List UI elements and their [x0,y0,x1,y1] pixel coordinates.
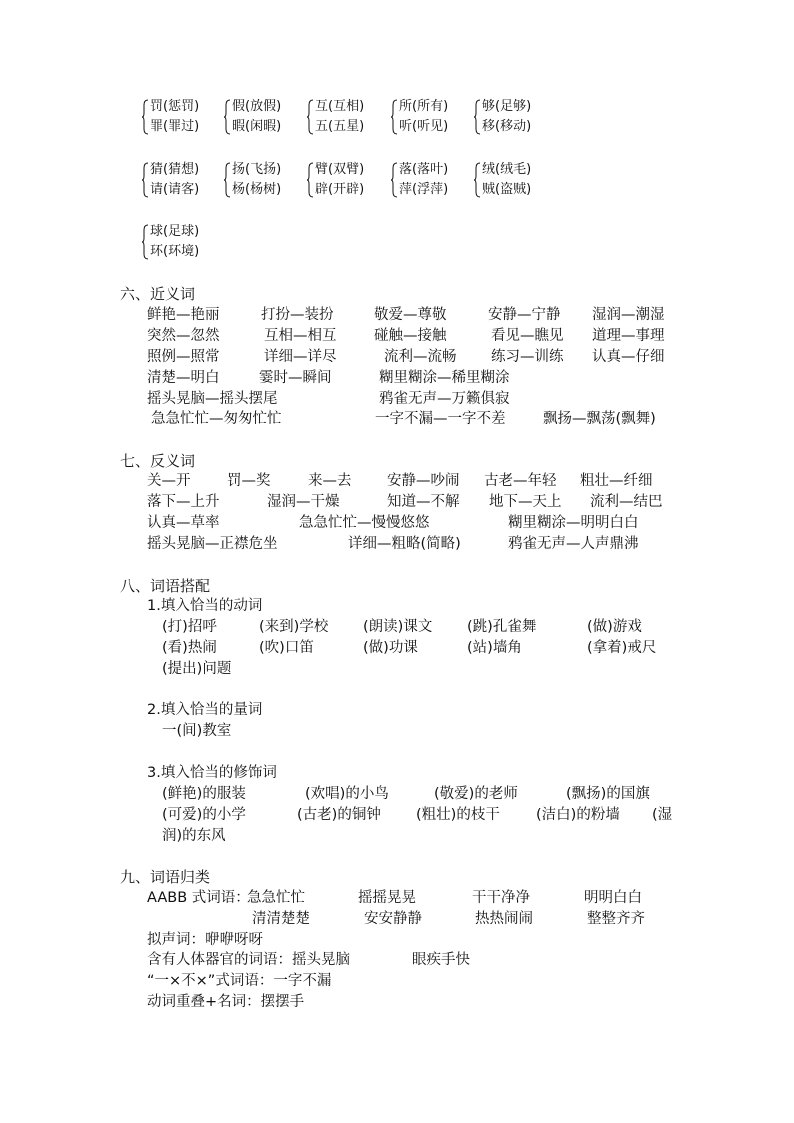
char-group: 互(互相) 五(五星) [307,97,364,137]
char-group: 臂(双臂) 辟(开辟) [307,160,364,200]
brace-icon [307,99,313,133]
brace-icon [142,99,148,133]
subheading-verbs: 1.填入恰当的动词 [147,598,263,614]
char-group: 扬(飞扬) 杨(杨树) [224,160,281,200]
brace-icon [224,99,230,133]
brace-icon [474,99,480,133]
brace-icon [142,224,148,258]
char-group: 猜(猜想) 请(请客) [142,160,199,200]
char-group: 所(所有) 听(听见) [391,97,448,137]
char-group: 罚(惩罚) 罪(罪过) [142,97,199,137]
subheading-modifiers: 3.填入恰当的修饰词 [147,765,277,781]
char-group: 落(落叶) 萍(浮萍) [391,160,448,200]
section-heading-antonyms: 七、反义词 [120,452,196,470]
brace-icon [307,162,313,196]
subheading-measure: 2.填入恰当的量词 [147,702,263,718]
measure-item: 一(间)教室 [162,723,232,739]
section-heading-collocation: 八、词语搭配 [120,577,211,595]
brace-icon [142,162,148,196]
section-heading-classification: 九、词语归类 [120,868,211,886]
brace-icon [224,162,230,196]
verb-noun-line: 动词重叠+名词：摆摆手 [147,994,305,1010]
char-group: 绒(绒毛) 贼(盗贼) [474,160,531,200]
char-group: 假(放假) 暇(闲暇) [224,97,281,137]
yibu-line: “一×不×”式词语：一字不漏 [147,973,332,989]
onomatopoeia-line: 拟声词：咿咿呀呀 [147,932,263,948]
char-group: 球(足球) 环(环境) [142,222,199,262]
brace-icon [474,162,480,196]
brace-icon [391,162,397,196]
char-group: 够(足够) 移(移动) [474,97,531,137]
section-heading-synonyms: 六、近义词 [120,285,196,303]
document-page: 罚(惩罚) 罪(罪过) 假(放假) 暇(闲暇) 互(互相) 五(五星) 所(所有) 听(听见) 够(足够) 移(移动) 猜(猜想) 请(请客) 扬(飞扬) 杨(杨树) 臂(双臂) 辟(开辟) 落(落叶) 萍(浮萍) 绒(绒毛) 贼(盗贼) 球(足球) 环(环境) 六、近义词 鲜艳—艳丽 打扮—装扮 敬爱—尊敬 安静—宁静 湿润—潮湿 突然—忽然 互相—相互 碰触—接触 看见—瞧见 道理—事理 照例—照常 详细—详尽 流利—流畅 练习—训练 认真—仔细 清楚—明白 霎时—瞬间 糊里糊涂—稀里糊涂 摇头晃脑—摇头摆尾 鸦雀无声—万籁俱寂 急急忙忙—匆匆忙忙 一字不漏—一字不差 飘扬—飘荡(飘舞) 七、反义词 关—开 罚—奖 来—去 安静—吵闹 古老—年轻 粗壮—纤细 落下—上升 湿润—干燥 知道—不解 地下—天上 流利—结巴 认真—草率 急急忙忙—慢慢悠悠 糊里糊涂—明明白白 摇头晃脑—正襟危坐 详细—粗略(简略) 鸦雀无声—人声鼎沸 八、词语搭配 1.填入恰当的动词 (打)招呼 (来到)学校 (朗读)课文 (跳)孔雀舞 (做)游戏 (看)热闹 (吹)口笛 (做)功课 (站)墙角 (拿着)戒尺 (提出)问题 2.填入恰当的量词 一(间)教室 3.填入恰当的修饰词 (鲜艳)的服装 (欢唱)的小鸟 (敬爱)的老师 (飘扬)的国旗 (可爱)的小学 (古老)的铜钟 (粗壮)的枝干 (洁白)的粉墙 (湿 润)的东风 九、词语归类 AABB 式词语： 急急忙忙 摇摇晃晃 干干净净 明明白白 清清楚楚 安安静静 热热闹闹 整整齐齐 拟声词：咿咿呀呀 含有人体器官的词语：摇头晃脑 眼疾手快 “一×不×”式词语：一字不漏 动词重叠+名词：摆摆手 [120,99,673,1010]
brace-icon [391,99,397,133]
